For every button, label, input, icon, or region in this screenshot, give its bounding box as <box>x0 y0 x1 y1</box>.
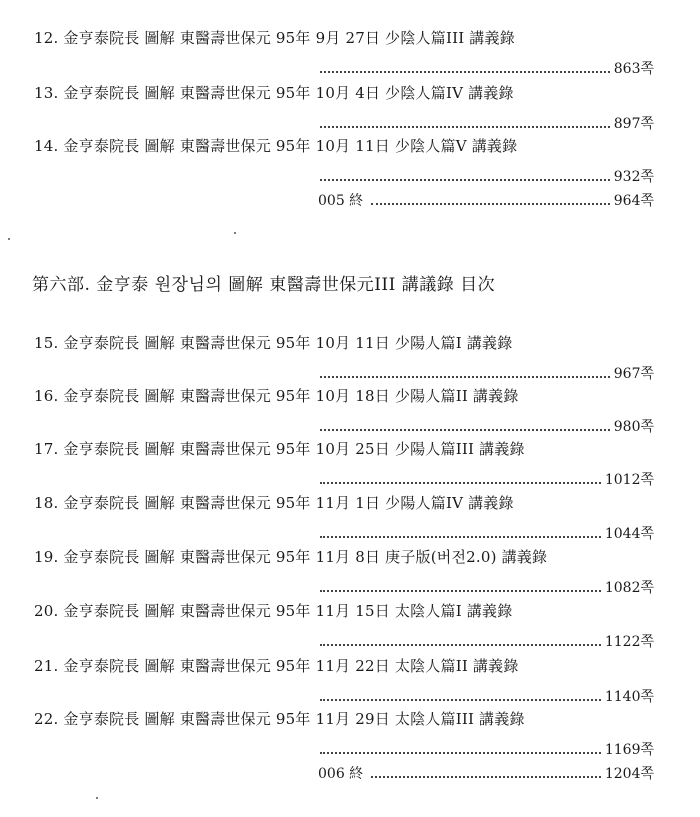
leader-dots <box>320 126 610 128</box>
leader-dots <box>320 752 601 754</box>
toc-entry-title: 19. 金亨泰院長 圖解 東醫壽世保元 95年 11月 8日 庚子版(버전2.0) 講義錄 <box>34 548 548 566</box>
toc-entry-title: 12. 金亨泰院長 圖解 東醫壽世保元 95年 9月 27日 少陰人篇III 講義錄 <box>34 29 515 47</box>
toc-entry-19 <box>0 546 700 604</box>
dot-leader <box>320 631 654 651</box>
end-line-006 <box>318 763 654 783</box>
toc-entry-title: 17. 金亨泰院長 圖解 東醫壽世保元 95年 10月 25日 少陽人篇III 講義錄 <box>34 440 525 458</box>
toc-entry-21 <box>0 655 700 713</box>
page-number: 1122쪽 <box>604 634 654 650</box>
end-label: 005 終 <box>318 193 364 209</box>
toc-entry-title: 20. 金亨泰院長 圖解 東醫壽世保元 95年 11月 15日 太陰人篇I 講義錄 <box>34 602 513 620</box>
dot-leader <box>320 166 654 186</box>
toc-entry-16 <box>0 385 700 443</box>
dot-leader <box>320 577 654 597</box>
dot-leader <box>320 363 654 383</box>
dot-leader <box>320 416 654 436</box>
dot-leader <box>320 58 654 78</box>
page-number: 967쪽 <box>613 366 654 382</box>
toc-entry-title: 13. 金亨泰院長 圖解 東醫壽世保元 95年 10月 4日 少陰人篇IV 講義錄 <box>34 84 514 102</box>
toc-entry-12 <box>0 27 700 85</box>
page-number: 1012쪽 <box>604 472 654 488</box>
toc-entry-20 <box>0 600 700 658</box>
dot-leader <box>320 469 654 489</box>
leader-dots <box>320 482 601 484</box>
leader-dots <box>320 179 610 181</box>
section-heading: 第六部. 金亨泰 원장님의 圖解 東醫壽世保元III 講議錄 目次 <box>32 275 496 295</box>
leader-dots <box>320 590 601 592</box>
leader-dots <box>320 536 601 538</box>
page-number: 1044쪽 <box>604 526 654 542</box>
leader-dots <box>371 776 601 778</box>
toc-entry-13 <box>0 82 700 140</box>
page-number: 980쪽 <box>613 419 654 435</box>
leader-dots <box>320 71 610 73</box>
scan-speck <box>234 232 236 234</box>
leader-dots <box>320 429 610 431</box>
scan-speck <box>96 797 98 799</box>
dot-leader <box>320 113 654 133</box>
page-number: 1204쪽 <box>604 766 654 782</box>
leader-dots <box>320 376 610 378</box>
page-number: 964쪽 <box>613 193 654 209</box>
page-number: 863쪽 <box>613 61 654 77</box>
toc-entry-18 <box>0 492 700 550</box>
dot-leader <box>320 686 654 706</box>
page-number: 1169쪽 <box>604 742 654 758</box>
toc-entry-17 <box>0 438 700 496</box>
dot-leader <box>320 739 654 759</box>
toc-entry-title: 15. 金亨泰院長 圖解 東醫壽世保元 95年 10月 11日 少陽人篇I 講義錄 <box>34 334 513 352</box>
toc-entry-title: 14. 金亨泰院長 圖解 東醫壽世保元 95年 10月 11日 少陰人篇V 講義錄 <box>34 137 518 155</box>
page-number: 897쪽 <box>613 116 654 132</box>
toc-entry-title: 16. 金亨泰院長 圖解 東醫壽世保元 95年 10月 18日 少陽人篇II 講義錄 <box>34 387 519 405</box>
toc-entry-title: 22. 金亨泰院長 圖解 東醫壽世保元 95年 11月 29日 太陰人篇III 講義錄 <box>34 710 525 728</box>
dot-leader <box>320 523 654 543</box>
leader-dots <box>371 203 610 205</box>
leader-dots <box>320 699 601 701</box>
page-number: 1082쪽 <box>604 580 654 596</box>
toc-entry-15 <box>0 332 700 390</box>
leader-dots <box>320 644 601 646</box>
toc-entry-14 <box>0 135 700 193</box>
toc-entry-title: 18. 金亨泰院長 圖解 東醫壽世保元 95年 11月 1日 少陽人篇IV 講義錄 <box>34 494 514 512</box>
page-number: 932쪽 <box>613 169 654 185</box>
toc-entry-22 <box>0 708 700 766</box>
end-label: 006 終 <box>318 766 364 782</box>
end-line-005 <box>318 190 654 210</box>
toc-entry-title: 21. 金亨泰院長 圖解 東醫壽世保元 95年 11月 22日 太陰人篇II 講義錄 <box>34 657 519 675</box>
scan-speck <box>8 238 10 240</box>
page-number: 1140쪽 <box>604 689 654 705</box>
